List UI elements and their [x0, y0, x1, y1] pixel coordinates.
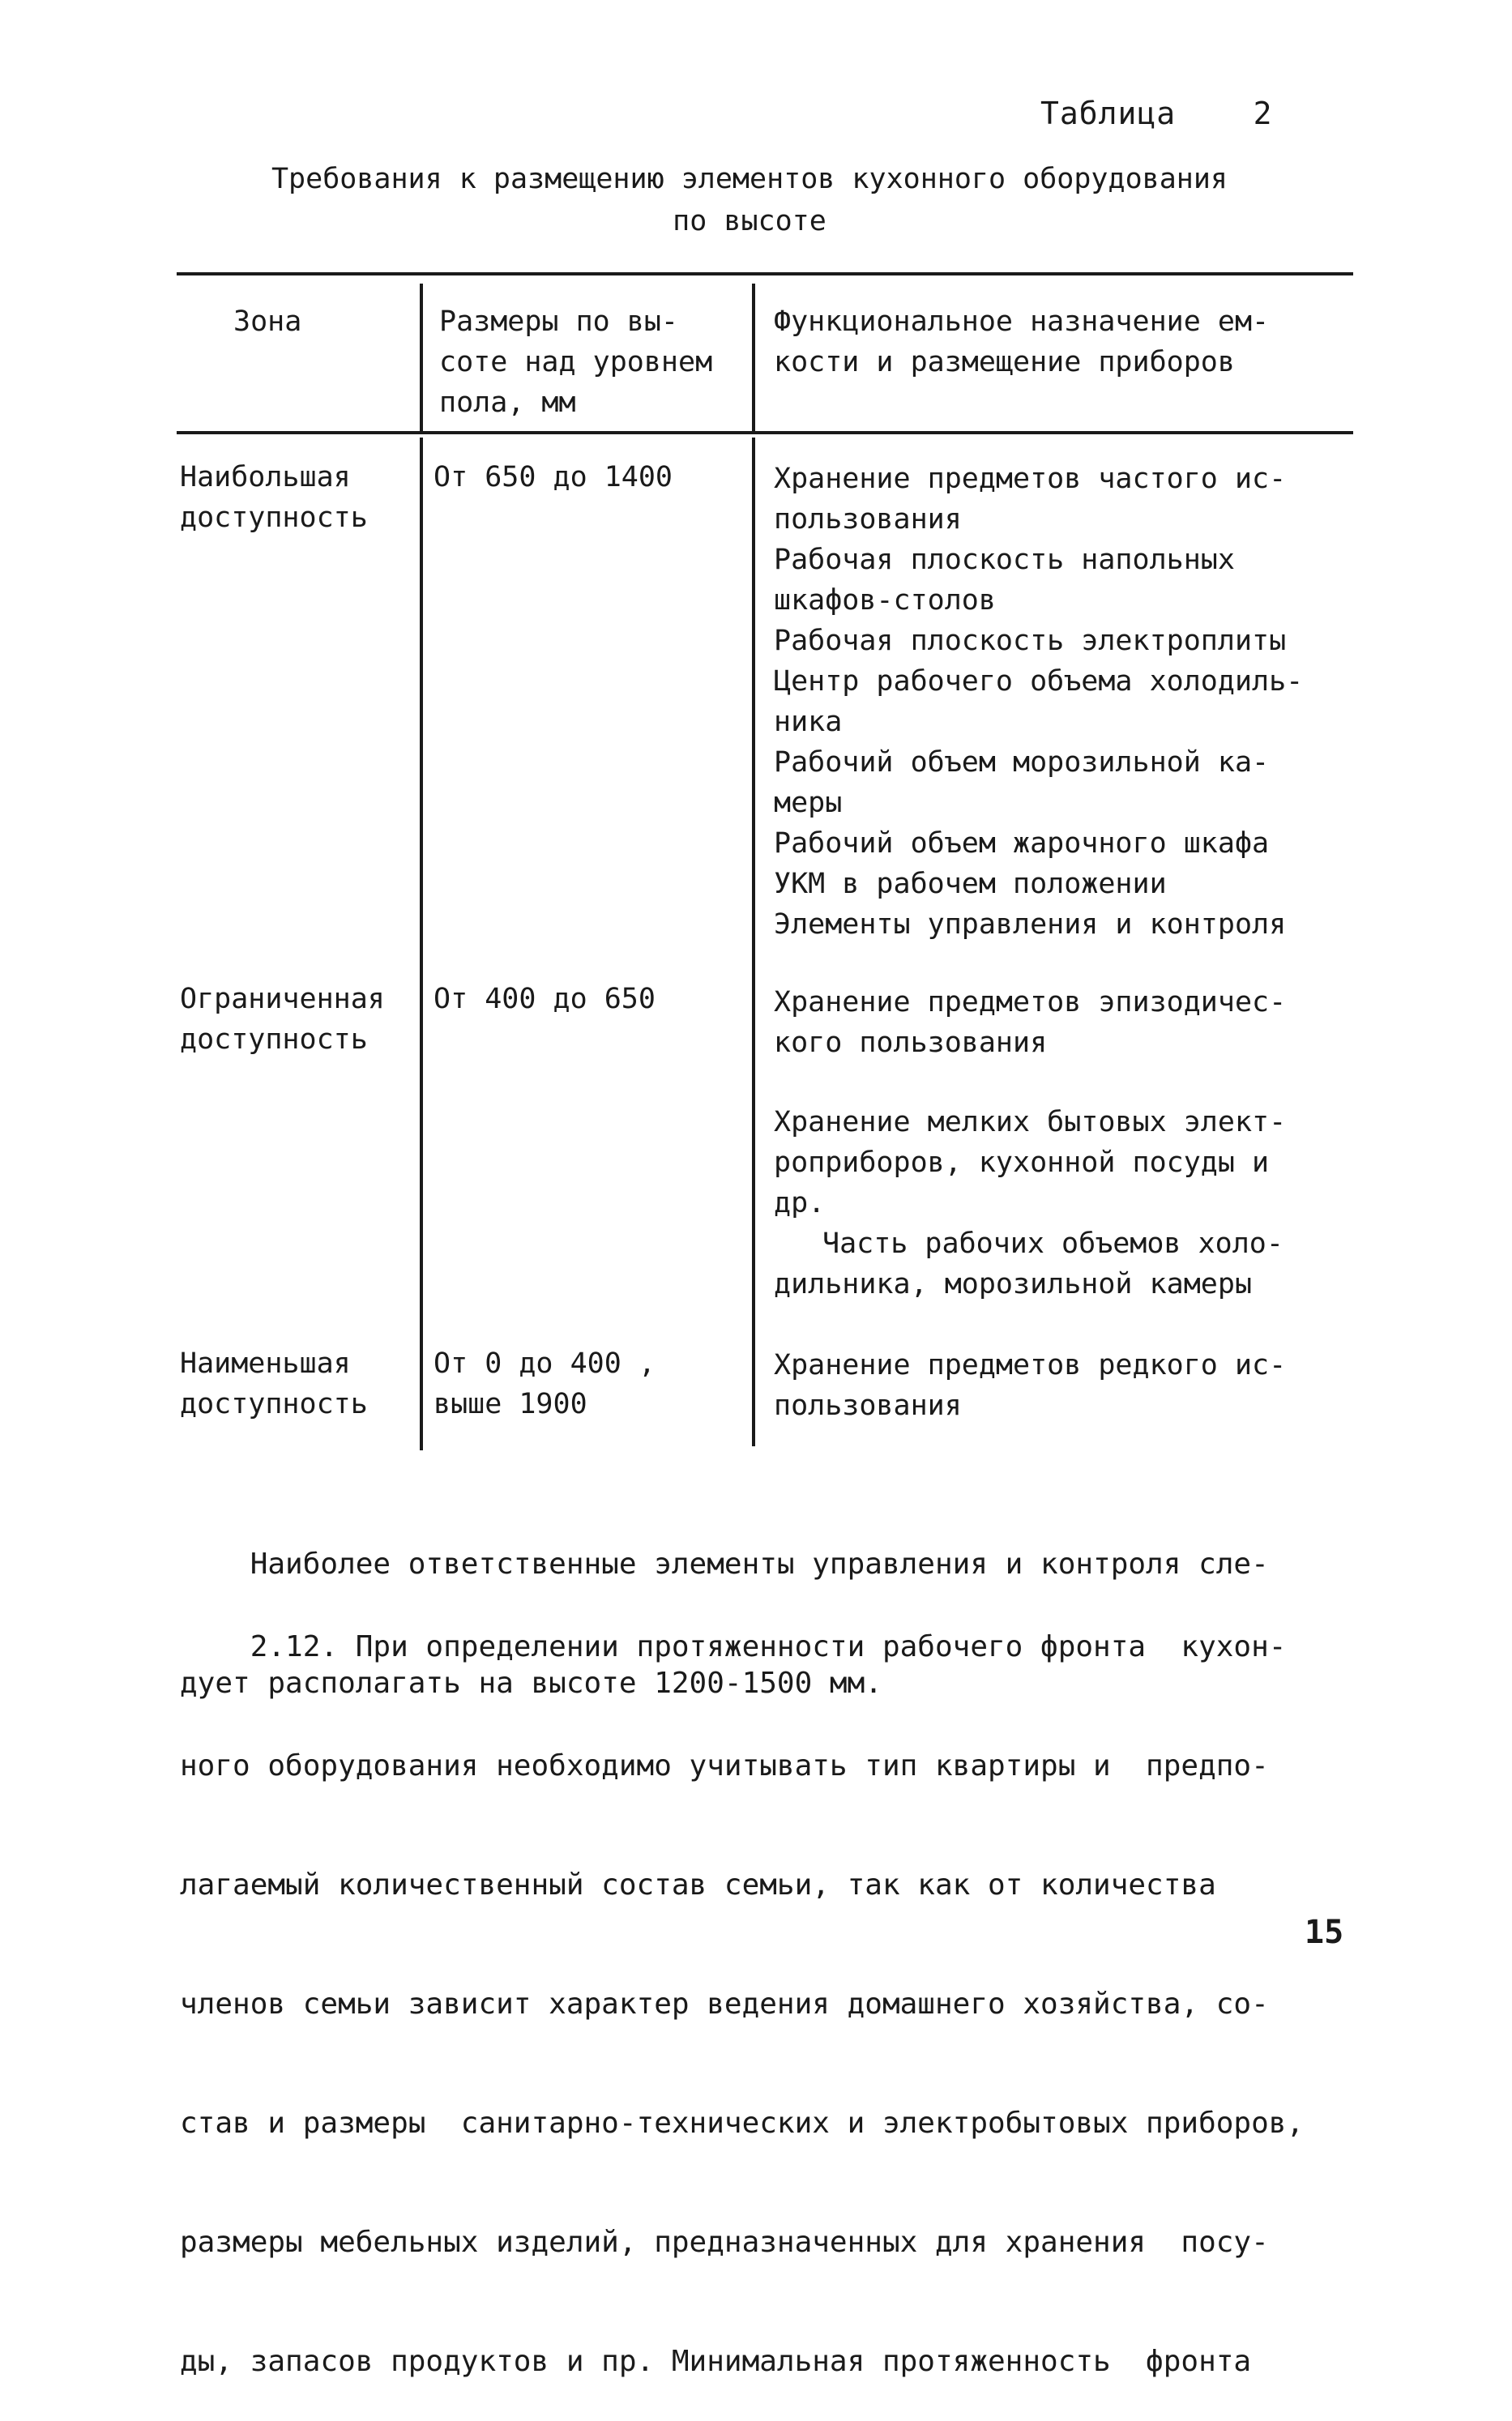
- table-title: [178, 158, 1321, 242]
- header-function-line: кости и размещение приборов: [774, 346, 1235, 378]
- zone-line: доступность: [180, 1388, 368, 1420]
- header-function: [774, 301, 1341, 382]
- row-3-zone: [180, 1343, 368, 1424]
- column-divider-1-body: [420, 438, 423, 1450]
- table-label: Таблица 2: [1040, 96, 1273, 131]
- column-divider-2: [752, 284, 755, 434]
- row-2-height: [434, 979, 656, 1019]
- function-line: Хранение предметов частого ис-: [774, 463, 1287, 495]
- zone-line: доступность: [180, 1023, 368, 1056]
- header-height-line: соте над уровнем: [439, 346, 713, 378]
- function-line: кого пользования: [774, 1027, 1048, 1059]
- function-line: Хранение предметов редкого ис-: [774, 1349, 1287, 1381]
- function-line: меры: [774, 787, 843, 819]
- paragraph-line: лагаемый количественный состав семьи, так как от количества: [180, 1868, 1216, 1902]
- function-line: пользования: [774, 1390, 962, 1422]
- row-1-zone: [180, 457, 368, 538]
- table-title-line2: по высоте: [673, 205, 826, 237]
- paragraph-line: ды, запасов продуктов и пр. Минимальная протяженность фронта: [180, 2345, 1252, 2378]
- height-line: От 0 до 400 ,: [434, 1347, 656, 1380]
- row-2-function: [774, 982, 1351, 1304]
- paragraph-line: ного оборудования необходимо учитывать тип квартиры и предпо-: [180, 1749, 1269, 1783]
- function-line: Хранение предметов эпизодичес-: [774, 986, 1287, 1018]
- function-line: Центр рабочего объема холодиль-: [774, 665, 1304, 698]
- height-line: От 400 до 650: [434, 983, 656, 1015]
- row-3-height: [434, 1343, 656, 1424]
- column-divider-2-body: [752, 438, 755, 1446]
- height-line: выше 1900: [434, 1388, 587, 1420]
- function-line: УКМ в рабочем положении: [774, 868, 1167, 900]
- function-line: роприборов, кухонной посуды и: [774, 1146, 1270, 1179]
- paragraph-line: дует располагать на высоте 1200-1500 мм.: [180, 1667, 882, 1700]
- function-line: ника: [774, 706, 843, 738]
- zone-line: Наименьшая: [180, 1347, 351, 1380]
- page-number: 15: [1305, 1914, 1344, 1951]
- function-line: Хранение мелких бытовых элект-: [774, 1106, 1287, 1138]
- table-top-rule: [177, 272, 1353, 275]
- function-line: Рабочая плоскость напольных: [774, 544, 1235, 576]
- zone-line: доступность: [180, 502, 368, 534]
- paragraph-2: [180, 1548, 1355, 2421]
- function-line: пользования: [774, 503, 962, 536]
- function-line: Рабочий объем морозильной ка-: [774, 746, 1270, 779]
- table-header-rule: [177, 431, 1353, 434]
- row-1-height: [434, 457, 673, 497]
- header-height-line: Размеры по вы-: [439, 305, 679, 338]
- paragraph-line: Наиболее ответственные элементы управления и контроля сле-: [180, 1548, 1269, 1581]
- header-height-line: пола, мм: [439, 386, 576, 419]
- height-line: От 650 до 1400: [434, 461, 673, 493]
- function-line: Элементы управления и контроля: [774, 908, 1287, 941]
- zone-line: Ограниченная: [180, 983, 385, 1015]
- function-line: др.: [774, 1187, 826, 1219]
- column-divider-1: [420, 284, 423, 434]
- function-line-spacer: [774, 1063, 1351, 1102]
- paragraph-line: размеры мебельных изделий, предназначенных для хранения посу-: [180, 2226, 1269, 2259]
- function-line: Рабочий объем жарочного шкафа: [774, 827, 1270, 860]
- function-line: Рабочая плоскость электроплиты: [774, 625, 1287, 657]
- row-2-zone: [180, 979, 385, 1060]
- table-title-line1: Требования к размещению элементов кухонного оборудования: [271, 163, 1228, 195]
- function-line: дильника, морозильной камеры: [774, 1268, 1253, 1300]
- function-line: Часть рабочих объемов холо-: [822, 1228, 1283, 1260]
- header-zone: Зона: [233, 305, 302, 338]
- row-1-function: [774, 459, 1351, 945]
- zone-line: Наибольшая: [180, 461, 351, 493]
- paragraph-line: 2.12. При определении протяженности рабочего фронта кухон-: [180, 1630, 1287, 1663]
- function-line: шкафов-столов: [774, 584, 996, 617]
- header-height: [439, 301, 747, 423]
- header-function-line: Функциональное назначение ем-: [774, 305, 1270, 338]
- row-3-function: [774, 1345, 1351, 1426]
- paragraph-line: членов семьи зависит характер ведения домашнего хозяйства, со-: [180, 1988, 1269, 2021]
- paragraph-line: став и размеры санитарно-технических и электробытовых приборов,: [180, 2107, 1305, 2140]
